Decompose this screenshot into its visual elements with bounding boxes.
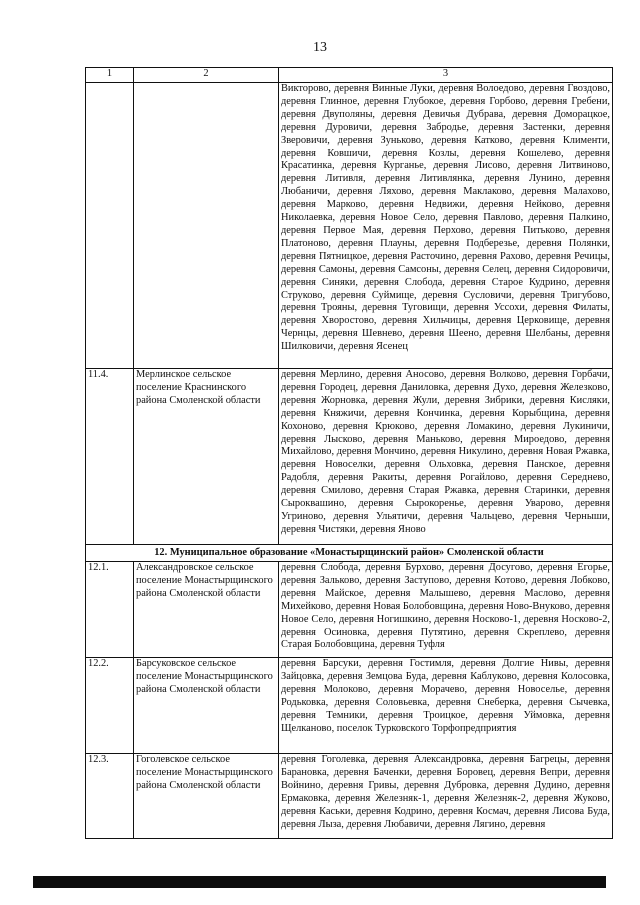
- row-number: 12.3.: [86, 754, 134, 839]
- settlement-name: Александровское сельское поселение Монастырщинского района Смоленской области: [134, 562, 279, 658]
- settlement-name: Мерлинское сельское поселение Краснинского района Смоленской области: [134, 369, 279, 545]
- table-row: [86, 754, 613, 839]
- table-row: [86, 562, 613, 658]
- settlement-name: [134, 83, 279, 369]
- header-col-3: 3: [279, 68, 613, 83]
- row-number: 12.1.: [86, 562, 134, 658]
- settlement-name: Барсуковское сельское поселение Монастырщинского района Смоленской области: [134, 658, 279, 754]
- page-number: 13: [313, 40, 327, 55]
- table-header-row: [86, 68, 613, 83]
- settlement-name: Гоголевское сельское поселение Монастырщинского района Смоленской области: [134, 754, 279, 839]
- table-row: [86, 658, 613, 754]
- table-row: [86, 369, 613, 545]
- row-number: 11.4.: [86, 369, 134, 545]
- section-title: 12. Муниципальное образование «Монастырщинский район» Смоленской области: [86, 545, 613, 562]
- row-number: [86, 83, 134, 369]
- village-list: деревня Барсуки, деревня Гостимля, деревня Долгие Нивы, деревня Зайцовка, деревня Земцова Буда, деревня Каблуково, деревня Колосовка, деревня Молоково, деревня Морачево, деревня Новоселье, деревня Родьковка, деревня Соловьевка, деревня Снеберка, деревня Сычевка, деревня Темники, деревня Троицкое, деревня Уймовка, деревня Щелканово, поселок Турковского Торфопредприятия: [279, 658, 613, 754]
- table-row-continuation: [86, 83, 613, 369]
- municipal-settlements-table: [85, 67, 613, 839]
- section-title-row: [86, 545, 613, 562]
- scan-bottom-edge: [33, 876, 606, 888]
- village-list: Викторово, деревня Винные Луки, деревня Волоедово, деревня Гвоздово, деревня Глинное, деревня Глубокое, деревня Горбово, деревня Гребени, деревня Двуполяны, деревня Девичья Дубрава, деревня Доморацкое, деревня Дуровичи, деревня Забродье, деревня Застенки, деревня Зверовичи, деревня Зуньково, деревня Катково, деревня Клименти, деревня Ковшичи, деревня Козлы, деревня Кошелево, деревня Красатинка, деревня Курганье, деревня Лисово, деревня Литвиново, деревня Литивля, деревня Литивлянка, деревня Лунино, деревня Любаничи, деревня Ляхово, деревня Маклаково, деревня Малахово, деревня Марково, деревня Недвижи, деревня Нейково, деревня Николаевка, деревня Новое Село, деревня Павлово, деревня Палкино, деревня Первое Мая, деревня Перхово, деревня Питьково, деревня Платоново, деревня Плауны, деревня Подберезье, деревня Полянки, деревня Пятницкое, деревня Расточино, деревня Рахово, деревня Речицы, деревня Самоны, деревня Самсоны, деревня Селец, деревня Сидоровичи, деревня Синяки, деревня Слобода, деревня Старое Кудрино, деревня Струково, деревня Суймище, деревня Сусловичи, деревня Тригубово, деревня Трояны, деревня Туговищи, деревня Уссохи, деревня Филаты, деревня Хворостово, деревня Хильчицы, деревня Церковище, деревня Чернцы, деревня Шевнево, деревня Шеено, деревня Шелбаны, деревня Шилковичи, деревня Ясенец: [279, 83, 613, 369]
- village-list: деревня Мерлино, деревня Аносово, деревня Волково, деревня Горбачи, деревня Городец, деревня Даниловка, деревня Духо, деревня Железково, деревня Жорновка, деревня Жули, деревня Зибрики, деревня Кисляки, деревня Княжичи, деревня Кончинка, деревня Корыбщина, деревня Кохоново, деревня Крюково, деревня Ломакино, деревня Лукиничи, деревня Лысково, деревня Маньково, деревня Мироедово, деревня Михайлово, деревня Мончино, деревня Никулино, деревня Новая Ржавка, деревня Новоселки, деревня Ольховка, деревня Панское, деревня Радобля, деревня Ракиты, деревня Рогайлово, деревня Середнево, деревня Смилово, деревня Старая Ржавка, деревня Старинки, деревня Сыроквашино, деревня Сырокоренье, деревня Уварово, деревня Угриново, деревня Ульятичи, деревня Чальцево, деревня Черныши, деревня Чистяки, деревня Яново: [279, 369, 613, 545]
- village-list: деревня Слобода, деревня Бурхово, деревня Досугово, деревня Егорье, деревня Зальково, деревня Заступово, деревня Котово, деревня Лобково, деревня Майское, деревня Малышево, деревня Маслово, деревня Михейково, деревня Новая Болобовщина, деревня Ново-Внуково, деревня Новое Село, деревня Ногишкино, деревня Носково-1, деревня Носково-2, деревня Осиновка, деревня Путятино, деревня Скреплево, деревня Старая Болобовщина, деревня Туфля: [279, 562, 613, 658]
- village-list: деревня Гоголевка, деревня Александровка, деревня Багрецы, деревня Барановка, деревня Баченки, деревня Боровец, деревня Вепри, деревня Войнино, деревня Гривы, деревня Дубровка, деревня Дудино, деревня Ермаковка, деревня Железняк-1, деревня Железняк-2, деревня Жуково, деревня Каськи, деревня Кодрино, деревня Космач, деревня Лисова Буда, деревня Лыза, деревня Любавичи, деревня Лягино, деревня: [279, 754, 613, 839]
- header-col-2: 2: [134, 68, 279, 83]
- header-col-1: 1: [86, 68, 134, 83]
- row-number: 12.2.: [86, 658, 134, 754]
